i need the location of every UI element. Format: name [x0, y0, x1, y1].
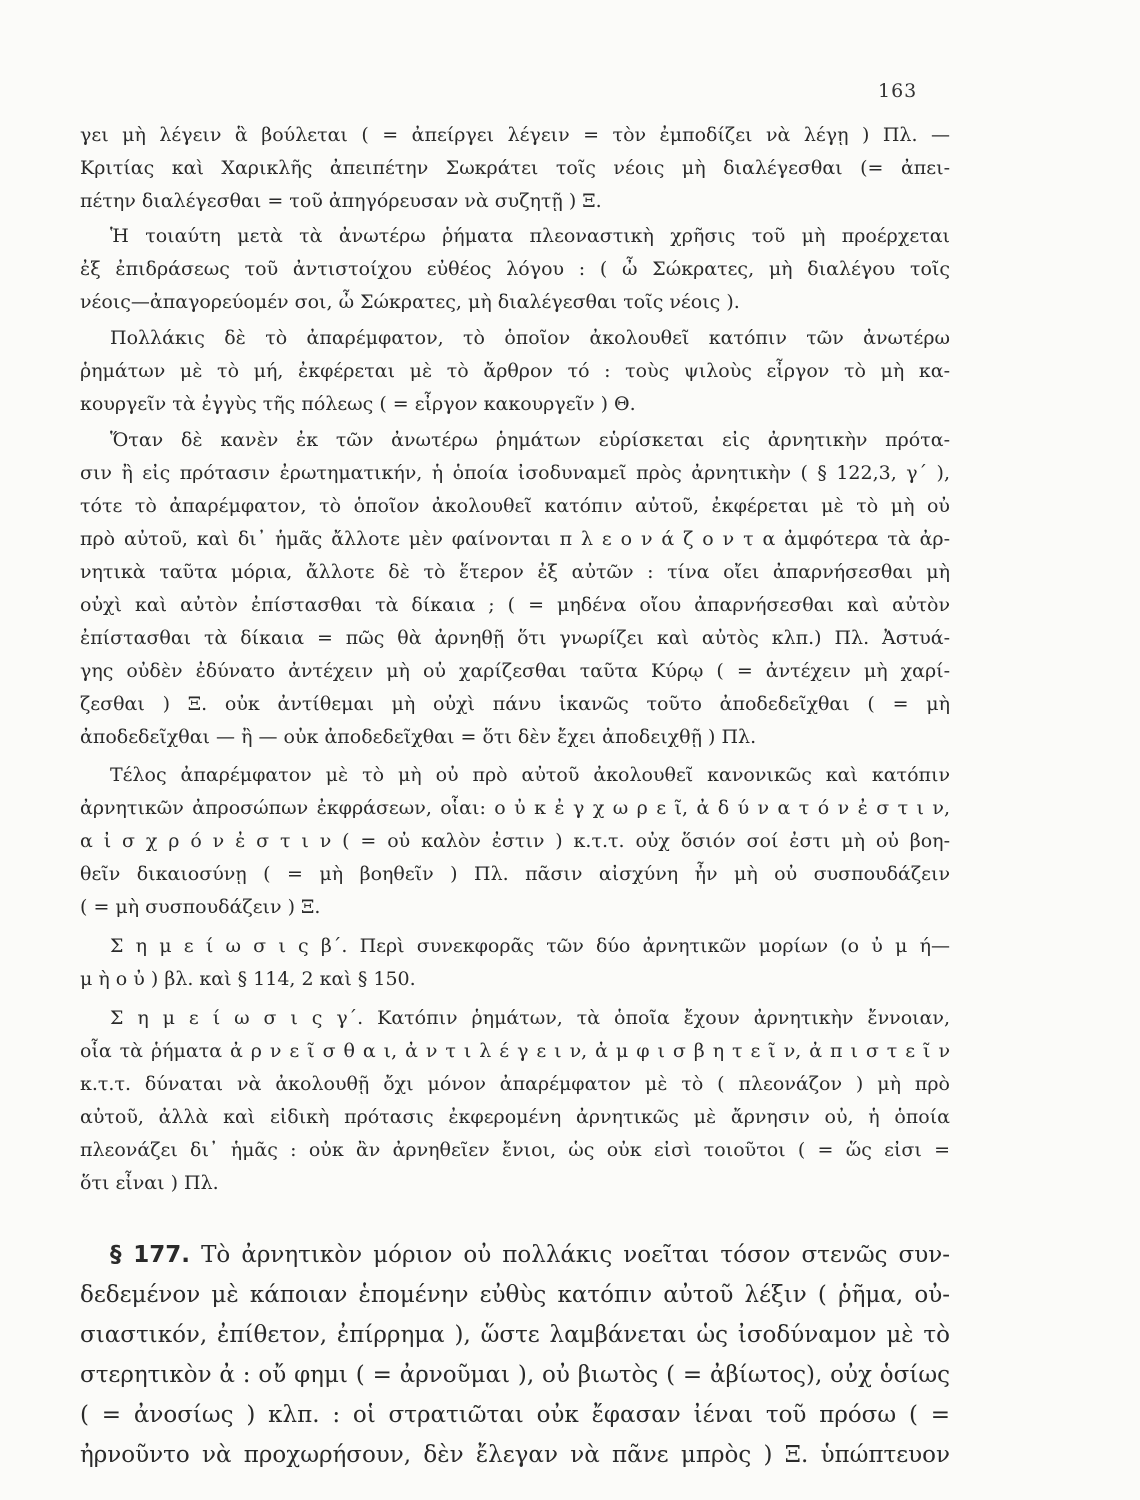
text-line: ἀρνητικῶν ἀπροσώπων ἐκφράσεων, οἷαι: ο ὐ κ ἐ γ χ ω ρ ε ῖ, ἀ δ ύ ν α τ ό ν ἐ σ τ ι ν,	[80, 797, 950, 819]
section-line: ( = ἀνοσίως ) κλπ. : οἱ στρατιῶται οὐκ ἔφασαν ἰέναι τοῦ πρόσω ( =	[80, 1402, 950, 1428]
section-first-line	[110, 1240, 950, 1270]
text-line: νέοις—ἀπαγορεύομέν σοι, ὦ Σώκρατες, μὴ διαλέγεσθαι τοῖς νέοις ).	[80, 291, 740, 313]
note-line: Σ η μ ε ί ω σ ι ς γ΄. Κατόπιν ῥημάτων, τὰ ὁποῖα ἔχουν ἀρνητικὴν ἔννοιαν,	[110, 1007, 950, 1029]
text-line: ἐπίστασθαι τὰ δίκαια = πῶς θὰ ἀρνηθῇ ὅτι γνωρίζει καὶ αὐτὸς κλπ.) Πλ. Ἀστυά-	[80, 627, 950, 649]
text-line: Ἡ τοιαύτη μετὰ τὰ ἀνωτέρω ῥήματα πλεοναστικὴ χρῆσις τοῦ μὴ προέρχεται	[110, 225, 950, 247]
text-line: νητικὰ ταῦτα μόρια, ἄλλοτε δὲ τὸ ἕτερον ἐξ αὐτῶν : τίνα οἴει ἀπαρνήσεσθαι μὴ	[80, 561, 950, 583]
text-line: ( = μὴ συσπουδάζειν ) Ξ.	[80, 896, 321, 918]
text-line: Τέλος ἀπαρέμφατον μὲ τὸ μὴ οὐ πρὸ αὐτοῦ ἀκολουθεῖ κανονικῶς καὶ κατόπιν	[110, 764, 950, 786]
text-line: θεῖν δικαιοσύνῃ ( = μὴ βοηθεῖν ) Πλ. πᾶσιν αἰσχύνη ἦν μὴ οὐ συσπουδάζειν	[80, 863, 950, 885]
text-line: Πολλάκις δὲ τὸ ἀπαρέμφατον, τὸ ὁποῖον ἀκολουθεῖ κατόπιν τῶν ἀνωτέρω	[110, 327, 950, 349]
text-line: ῥημάτων μὲ τὸ μή, ἐκφέρεται μὲ τὸ ἄρθρον τό : τοὺς ψιλοὺς εἶργον τὸ μὴ κα-	[80, 360, 950, 382]
section-line: σιαστικόν, ἐπίθετον, ἐπίρρημα ), ὥστε λαμβάνεται ὡς ἰσοδύναμον μὲ τὸ	[80, 1322, 950, 1348]
note-line: αὐτοῦ, ἀλλὰ καὶ εἰδικὴ πρότασις ἐκφερομένη ἀρνητικῶς μὲ ἄρνησιν οὐ, ἡ ὁποία	[80, 1106, 950, 1128]
text-line: γει μὴ λέγειν ἃ βούλεται ( = ἀπείργει λέγειν = τὸν ἐμποδίζει νὰ λέγῃ ) Πλ. —	[80, 124, 950, 146]
text-line: ἐξ ἐπιδράσεως τοῦ ἀντιστοίχου εὐθέος λόγου : ( ὦ Σώκρατες, μὴ διαλέγου τοῖς	[80, 258, 950, 280]
text-line: οὐχὶ καὶ αὐτὸν ἐπίστασθαι τὰ δίκαια ; ( = μηδένα οἴου ἀπαρνήσεσθαι καὶ αὐτὸν	[80, 594, 950, 616]
section-line: στερητικὸν ἀ : οὔ φημι ( = ἀρνοῦμαι ), οὐ βιωτὸς ( = ἀβίωτος), οὐχ ὁσίως	[80, 1362, 950, 1388]
text-line: α ἰ σ χ ρ ό ν ἐ σ τ ι ν ( = οὐ καλὸν ἐστιν ) κ.τ.τ. οὐχ ὅσιόν σοί ἐστι μὴ οὐ βοη-	[80, 830, 950, 852]
note-line: μ ὴ ο ὐ ) βλ. καὶ § 114, 2 καὶ § 150.	[80, 968, 416, 990]
section-number: § 177.	[110, 1242, 191, 1268]
text-line: πέτην διαλέγεσθαι = τοῦ ἀπηγόρευσαν νὰ συζητῇ ) Ξ.	[80, 190, 602, 212]
section-line: ἠρνοῦντο νὰ προχωρήσουν, δὲν ἔλεγαν νὰ πᾶνε μπρὸς ) Ξ. ὑπώπτευον	[80, 1442, 950, 1468]
text-line: ἀποδεδεῖχθαι — ἢ — οὐκ ἀποδεδεῖχθαι = ὅτι δὲν ἔχει ἀποδειχθῇ ) Πλ.	[80, 726, 757, 748]
note-line: πλεονάζει δι᾽ ἡμᾶς : οὐκ ἂν ἀρνηθεῖεν ἔνιοι, ὡς οὐκ εἰσὶ τοιοῦτοι ( = ὥς εἰσι =	[80, 1139, 950, 1161]
text-line: ζεσθαι ) Ξ. οὐκ ἀντίθεμαι μὴ οὐχὶ πάνυ ἱκανῶς τοῦτο ἀποδεδεῖχθαι ( = μὴ	[80, 693, 950, 715]
section-line-text: Τὸ ἀρνητικὸν μόριον οὐ πολλάκις νοεῖται τόσον στενῶς συν-	[190, 1242, 950, 1268]
text-line: κουργεῖν τὰ ἐγγὺς τῆς πόλεως ( = εἶργον κακουργεῖν ) Θ.	[80, 393, 636, 415]
text-line: γης οὐδὲν ἐδύνατο ἀντέχειν μὴ οὐ χαρίζεσθαι ταῦτα Κύρῳ ( = ἀντέχειν μὴ χαρί-	[80, 660, 950, 682]
page-number: 163	[878, 80, 918, 102]
note-line: κ.τ.τ. δύναται νὰ ἀκολουθῇ ὄχι μόνον ἀπαρέμφατον μὲ τὸ ( πλεονάζον ) μὴ πρὸ	[80, 1073, 950, 1095]
note-line: ὅτι εἶναι ) Πλ.	[80, 1172, 219, 1194]
text-line: πρὸ αὐτοῦ, καὶ δι᾽ ἡμᾶς ἄλλοτε μὲν φαίνονται π λ ε ο ν ά ζ ο ν τ α ἀμφότερα τὰ ἀρ-	[80, 528, 950, 550]
text-line: Ὅταν δὲ κανὲν ἐκ τῶν ἀνωτέρω ῥημάτων εὑρίσκεται εἰς ἀρνητικὴν πρότα-	[110, 429, 950, 451]
text-line: σιν ἢ εἰς πρότασιν ἐρωτηματικήν, ἡ ὁποία ἰσοδυναμεῖ πρὸς ἀρνητικὴν ( § 122,3, γ΄ ),	[80, 462, 950, 484]
text-line: Κριτίας καὶ Χαρικλῆς ἀπειπέτην Σωκράτει τοῖς νέοις μὴ διαλέγεσθαι (= ἀπει-	[80, 157, 950, 179]
section-line: δεδεμένον μὲ κάποιαν ἑπομένην εὐθὺς κατόπιν αὐτοῦ λέξιν ( ῥῆμα, οὐ-	[80, 1282, 950, 1308]
note-line: Σ η μ ε ί ω σ ι ς β΄. Περὶ συνεκφορᾶς τῶν δύο ἀρνητικῶν μορίων (ο ὐ μ ή—	[110, 935, 950, 957]
text-line: τότε τὸ ἀπαρέμφατον, τὸ ὁποῖον ἀκολουθεῖ κατόπιν αὐτοῦ, ἐκφέρεται μὲ τὸ μὴ οὐ	[80, 495, 950, 517]
note-line: οἷα τὰ ῥήματα ἀ ρ ν ε ῖ σ θ α ι, ἀ ν τ ι λ έ γ ε ι ν, ἀ μ φ ι σ β η τ ε ῖ ν, ἀ π ι σ τ ε ῖ ν	[80, 1040, 950, 1062]
